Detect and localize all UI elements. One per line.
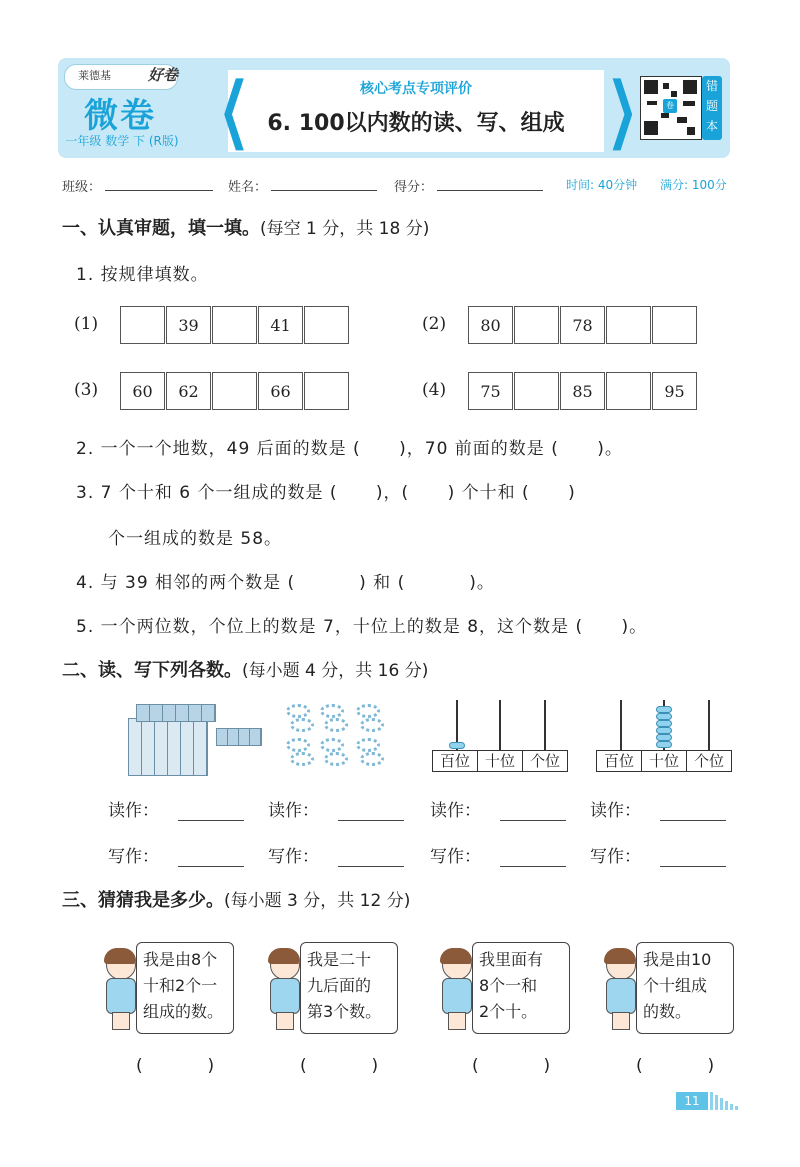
qr-code-icon[interactable] (640, 76, 702, 140)
page-title: 6. 100以内数的读、写、组成 (267, 111, 565, 136)
guess-card-line: 九后面的 (307, 976, 372, 995)
guess-card-line: 我是由8个 (143, 950, 218, 969)
base-ten-blocks-image (128, 700, 268, 776)
sequence-blank-cell[interactable] (514, 372, 559, 410)
sequence-cell: 75 (468, 372, 513, 410)
answer-parentheses[interactable]: ( ) (300, 1056, 379, 1076)
sequence-cell: 95 (652, 372, 697, 410)
brand-logo: 好卷 (148, 66, 179, 84)
sequence-blank-cell[interactable] (652, 306, 697, 344)
question-3-cont: 个一组成的数是 58。 (108, 529, 283, 549)
write-label: 写作： (590, 847, 641, 867)
answer-parentheses[interactable]: ( ) (136, 1056, 215, 1076)
guess-card-line: 第3个数。 (307, 1002, 382, 1021)
error-book-char: 错 (705, 79, 718, 93)
sequence-blank-cell[interactable] (120, 306, 165, 344)
answer-parentheses[interactable]: ( ) (472, 1056, 551, 1076)
section1-heading: 一、认真审题，填一填。(每空 1 分，共 18 分) (62, 218, 430, 239)
place-ones: 个位 (529, 752, 560, 770)
sequence-blank-cell[interactable] (606, 306, 651, 344)
read-answer-blank[interactable] (338, 820, 404, 821)
series-title: 微卷 (84, 96, 156, 136)
abacus-2-image (596, 700, 732, 776)
sequence-cell: 41 (258, 306, 303, 344)
sequence-blank-cell[interactable] (514, 306, 559, 344)
question-2: 2. 一个一个地数，49 后面的数是 ( )，70 前面的数是 ( )。 (76, 439, 623, 459)
error-book-badge[interactable] (702, 76, 722, 140)
sequence-cell: 66 (258, 372, 303, 410)
section2-heading: 二、读、写下列各数。(每小题 4 分，共 16 分) (62, 660, 429, 681)
sequence-cell: 78 (560, 306, 605, 344)
chevron-left-icon: ❮ (219, 66, 250, 150)
name-label: 姓名： (228, 180, 268, 195)
question-3: 3. 7 个十和 6 个一组成的数是 ( )，( ) 个十和 ( ) (76, 483, 576, 503)
sequence-label: (4) (422, 380, 447, 400)
sequence-blank-cell[interactable] (606, 372, 651, 410)
error-book-char: 本 (705, 119, 718, 133)
guess-card-line: 组成的数。 (143, 1002, 224, 1021)
read-label: 读作： (590, 801, 641, 821)
class-label: 班级： (62, 180, 102, 195)
read-answer-blank[interactable] (660, 820, 726, 821)
sequence-label: (1) (74, 314, 99, 334)
sequence-blank-cell[interactable] (212, 372, 257, 410)
question-5: 5. 一个两位数，个位上的数是 7，十位上的数是 8，这个数是 ( )。 (76, 617, 648, 637)
brand-name: 莱德基 (78, 69, 111, 82)
guess-card-line: 我是二十 (307, 950, 372, 969)
sequence-blank-cell[interactable] (304, 372, 349, 410)
sequence-cell: 62 (166, 372, 211, 410)
guess-card (136, 942, 234, 1034)
sequence-blank-cell[interactable] (212, 306, 257, 344)
guess-card (472, 942, 570, 1034)
page-bars-decoration (710, 1092, 740, 1110)
section1-points: (每空 1 分，共 18 分) (260, 219, 430, 239)
sequence-cell: 80 (468, 306, 513, 344)
guess-card-line: 的数。 (643, 1002, 692, 1021)
time-limit: 时间: 40分钟 (566, 178, 638, 192)
ring-groups-image (286, 704, 396, 774)
read-answer-blank[interactable] (178, 820, 244, 821)
place-hundreds: 百位 (433, 751, 478, 771)
sequence-label: (2) (422, 314, 447, 334)
name-blank[interactable] (271, 190, 377, 191)
place-hundreds: 百位 (597, 751, 642, 771)
place-tens: 十位 (478, 751, 523, 771)
section2-points: (每小题 4 分，共 16 分) (242, 661, 429, 681)
guess-card-line: 个十组成 (643, 976, 708, 995)
read-answer-blank[interactable] (500, 820, 566, 821)
write-label: 写作： (108, 847, 159, 867)
error-book-char: 题 (705, 99, 718, 113)
section3-heading: 三、猜猜我是多少。(每小题 3 分，共 12 分) (62, 890, 411, 911)
guess-card (636, 942, 734, 1034)
write-answer-blank[interactable] (500, 866, 566, 867)
name-field[interactable] (228, 176, 377, 195)
page-number: 11 (676, 1092, 708, 1110)
guess-card (300, 942, 398, 1034)
full-score: 满分: 100分 (660, 178, 727, 192)
guess-card-line: 我是由10 (643, 950, 712, 969)
section3-points: (每小题 3 分，共 12 分) (224, 891, 411, 911)
guess-card-line: 十和2个一 (143, 976, 218, 995)
answer-parentheses[interactable]: ( ) (636, 1056, 715, 1076)
sequence-cell: 85 (560, 372, 605, 410)
sequence-label: (3) (74, 380, 99, 400)
class-field[interactable] (62, 176, 213, 195)
score-field[interactable] (394, 176, 543, 195)
guess-card-line: 8个一和 (479, 976, 538, 995)
read-label: 读作： (268, 801, 319, 821)
sequence-cell: 60 (120, 372, 165, 410)
sequence-cell: 39 (166, 306, 211, 344)
qr-center-badge: 卷 (663, 99, 677, 113)
place-tens: 十位 (642, 751, 687, 771)
class-blank[interactable] (105, 190, 213, 191)
read-label: 读作： (430, 801, 481, 821)
guess-card-line: 我里面有 (479, 950, 544, 969)
chevron-right-icon: ❯ (607, 66, 638, 150)
write-label: 写作： (430, 847, 481, 867)
write-label: 写作： (268, 847, 319, 867)
guess-card-line: 2个十。 (479, 1002, 538, 1021)
subtitle: 核心考点专项评价 (360, 81, 472, 97)
place-ones: 个位 (693, 752, 724, 770)
score-label: 得分： (394, 180, 434, 195)
write-answer-blank[interactable] (660, 866, 726, 867)
write-answer-blank[interactable] (178, 866, 244, 867)
abacus-1-image (432, 700, 568, 776)
question-4: 4. 与 39 相邻的两个数是 ( ) 和 ( )。 (76, 573, 495, 593)
sequence-blank-cell[interactable] (304, 306, 349, 344)
question-1: 1. 按规律填数。 (76, 265, 209, 285)
score-blank[interactable] (437, 190, 543, 191)
grade-label: 一年级 数学 下 (R版) (65, 134, 179, 148)
write-answer-blank[interactable] (338, 866, 404, 867)
read-label: 读作： (108, 801, 159, 821)
